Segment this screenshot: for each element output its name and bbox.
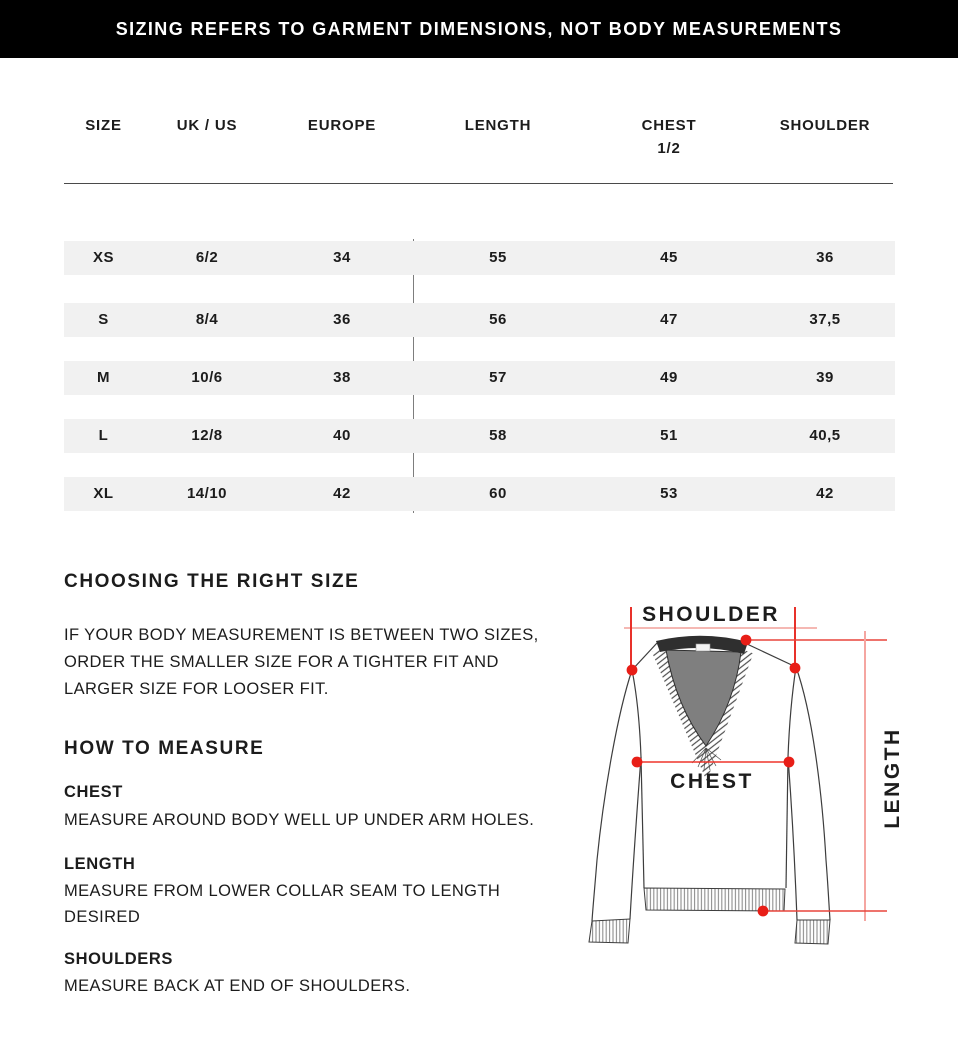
measure-point-dot: [784, 757, 795, 768]
cell-chest: 51: [660, 427, 678, 444]
choosing-size-heading: CHOOSING THE RIGHT SIZE: [64, 571, 360, 592]
measure-point-dot: [632, 757, 643, 768]
cell-chest: 53: [660, 485, 678, 502]
cell-europe: 34: [333, 249, 351, 266]
cell-size: XS: [92, 249, 114, 266]
cell-shoulder: 36: [816, 249, 834, 266]
table-row-xl: [64, 477, 895, 511]
cell-shoulder: 39: [816, 369, 834, 386]
cell-europe: 42: [333, 485, 351, 502]
right-cuff: [795, 920, 830, 944]
body-left-edge: [641, 757, 644, 888]
measure-item-chest-label: CHEST: [64, 783, 123, 801]
measure-item-shoulders-label: SHOULDERS: [64, 950, 173, 968]
measure-point-dot: [758, 906, 769, 917]
cell-uk-us: 12/8: [191, 427, 223, 444]
table-header-row: [64, 114, 895, 161]
left-sleeve-outer: [592, 670, 632, 921]
table-row-s: [64, 303, 895, 337]
cell-uk-us: 14/10: [186, 485, 228, 502]
table-header-rule: [64, 183, 893, 184]
measure-point-dot: [741, 635, 752, 646]
measure-item-length-label: LENGTH: [64, 855, 136, 873]
cell-uk-us: 8/4: [195, 311, 219, 328]
measure-point-dot: [627, 665, 638, 676]
cell-shoulder: 40,5: [809, 427, 841, 444]
cell-size: XL: [93, 485, 114, 502]
right-sleeve-outer: [796, 667, 830, 920]
cell-size: M: [97, 369, 110, 386]
cell-europe: 38: [333, 369, 351, 386]
left-shoulder-seam: [632, 643, 657, 670]
cell-uk-us: 6/2: [195, 249, 219, 266]
cell-length: 55: [489, 249, 507, 266]
cell-chest: 49: [660, 369, 678, 386]
shoulder-measure-label: SHOULDER: [642, 603, 780, 626]
cell-shoulder: 42: [816, 485, 834, 502]
column-header-size: SIZE: [85, 117, 122, 134]
right-sleeve-inner: [788, 757, 797, 920]
right-armhole-seam: [788, 667, 796, 757]
chest-measure-label: CHEST: [670, 770, 754, 793]
body-right-edge: [786, 757, 788, 888]
cell-size: L: [98, 427, 109, 444]
banner-text: SIZING REFERS TO GARMENT DIMENSIONS, NOT BODY MEASUREMENTS: [115, 18, 843, 39]
sweater-measurement-diagram: [570, 590, 958, 960]
cell-chest: 47: [660, 311, 678, 328]
collar-label-tag: [696, 644, 710, 651]
cell-length: 57: [489, 369, 507, 386]
table-row-xs: [64, 241, 895, 275]
cell-europe: 36: [333, 311, 351, 328]
how-to-measure-heading: HOW TO MEASURE: [64, 738, 265, 759]
left-armhole-seam: [632, 670, 641, 757]
column-header-europe: EUROPE: [307, 117, 377, 134]
measure-item-shoulders-text: MEASURE BACK AT END OF SHOULDERS.: [64, 977, 411, 995]
length-measure-label: LENGTH: [881, 727, 904, 829]
column-header-length: LENGTH: [464, 117, 532, 134]
cell-europe: 40: [333, 427, 351, 444]
measure-point-dot: [790, 663, 801, 674]
choosing-size-body: IF YOUR BODY MEASUREMENT IS BETWEEN TWO SIZES, ORDER THE SMALLER SIZE FOR A TIGHTER FIT AND LARGER SIZE FOR LOOSER FIT.: [64, 626, 539, 698]
cell-chest: 45: [660, 249, 678, 266]
column-header-uk-us: UK / US: [176, 117, 238, 134]
column-header-chest: CHEST 1/2: [583, 114, 755, 161]
column-header-chest-sub: 1/2: [657, 140, 681, 158]
cell-length: 58: [489, 427, 507, 444]
table-row-m: [64, 361, 895, 395]
size-table: [64, 0, 895, 560]
cell-shoulder: 37,5: [809, 311, 841, 328]
cell-length: 56: [489, 311, 507, 328]
left-cuff: [589, 919, 630, 943]
measure-item-chest-text: MEASURE AROUND BODY WELL UP UNDER ARM HOLES.: [64, 811, 535, 829]
column-header-shoulder: SHOULDER: [779, 117, 871, 134]
cell-uk-us: 10/6: [191, 369, 223, 386]
cell-size: S: [98, 311, 109, 328]
cell-length: 60: [489, 485, 507, 502]
right-shoulder-seam: [747, 644, 796, 667]
table-row-l: [64, 419, 895, 453]
left-sleeve-inner: [630, 757, 641, 919]
measure-item-length-text: MEASURE FROM LOWER COLLAR SEAM TO LENGTH DESIRED: [64, 882, 501, 926]
